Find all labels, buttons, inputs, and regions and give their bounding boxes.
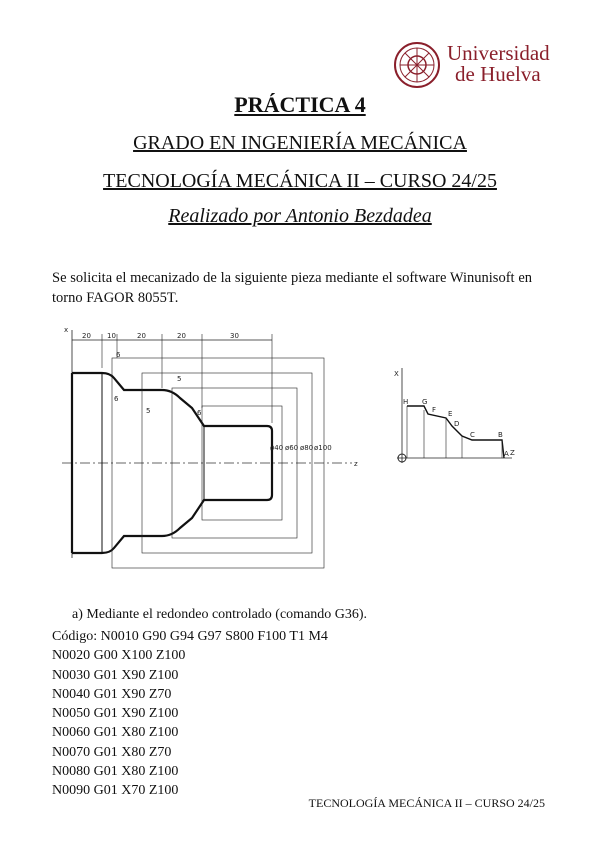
dim-top-4: 20: [177, 332, 186, 340]
dim-top-5: 30: [230, 332, 239, 340]
task-heading: a) Mediante el redondeo controlado (comando G36).: [72, 607, 368, 622]
radius-label-5: 6: [197, 409, 202, 417]
path-axis-z-label: Z: [510, 449, 515, 457]
code-line-5: N0050 G01 X90 Z100: [52, 706, 179, 722]
path-point-c: C: [470, 431, 475, 439]
radius-label-4: 5: [146, 407, 151, 415]
radius-label-3: 5: [177, 375, 182, 383]
dim-dia-40: ø40: [270, 444, 284, 452]
x-axis-label: x: [64, 326, 69, 334]
dim-top-3: 20: [137, 332, 146, 340]
path-point-d: D: [454, 420, 460, 428]
dim-top-1: 20: [82, 332, 91, 340]
path-point-e: E: [448, 410, 453, 418]
code-line-1: [52, 627, 328, 646]
path-point-f: F: [432, 406, 437, 414]
dim-dia-80: ø80: [300, 444, 314, 452]
path-point-b: B: [498, 431, 503, 439]
code-line-text: N0010 G90 G94 G97 S800 F100 T1 M4: [100, 629, 328, 644]
university-name-line1: Universidad: [447, 41, 550, 65]
dim-dia-100: ø100: [314, 444, 332, 452]
course-title: TECNOLOGÍA MECÁNICA II – CURSO 24/25: [103, 170, 497, 192]
radius-label-2: 6: [114, 395, 119, 403]
code-line-7: N0070 G01 X80 Z70: [52, 744, 172, 760]
code-line-9: N0090 G01 X70 Z100: [52, 783, 179, 799]
dim-top-2: 10: [107, 332, 116, 340]
university-logo: [392, 40, 550, 92]
author-line: Realizado por Antonio Bezdadea: [168, 205, 432, 227]
practice-title: PRÁCTICA 4: [234, 92, 366, 117]
code-line-3: N0030 G01 X90 Z100: [52, 667, 179, 683]
intro-paragraph: Se solicita el mecanizado de la siguiente pieza mediante el software Winunisoft en torno FAGOR 8055T.: [52, 270, 532, 306]
z-axis-label: z: [354, 460, 358, 468]
technical-drawing: [52, 318, 552, 578]
university-name: [447, 43, 550, 85]
code-line-6: N0060 G01 X80 Z100: [52, 725, 179, 741]
path-point-g: G: [422, 398, 428, 406]
path-point-h: H: [403, 398, 409, 406]
degree-title: GRADO EN INGENIERÍA MECÁNICA: [133, 132, 467, 154]
code-line-8: N0080 G01 X80 Z100: [52, 764, 179, 780]
path-axis-x-label: X: [394, 370, 399, 378]
code-label: Código:: [52, 629, 98, 644]
dim-dia-60: ø60: [285, 444, 299, 452]
toolpath: [407, 406, 504, 458]
path-point-a: A: [504, 450, 509, 458]
university-name-line2: de Huelva: [455, 62, 541, 86]
university-seal-icon: [392, 40, 442, 90]
code-line-2: N0020 G00 X100 Z100: [52, 648, 186, 664]
radius-label-1: 6: [116, 351, 121, 359]
code-line-4: N0040 G01 X90 Z70: [52, 686, 172, 702]
cnc-code-block: [52, 627, 328, 801]
page-footer: TECNOLOGÍA MECÁNICA II – CURSO 24/25: [308, 796, 545, 810]
